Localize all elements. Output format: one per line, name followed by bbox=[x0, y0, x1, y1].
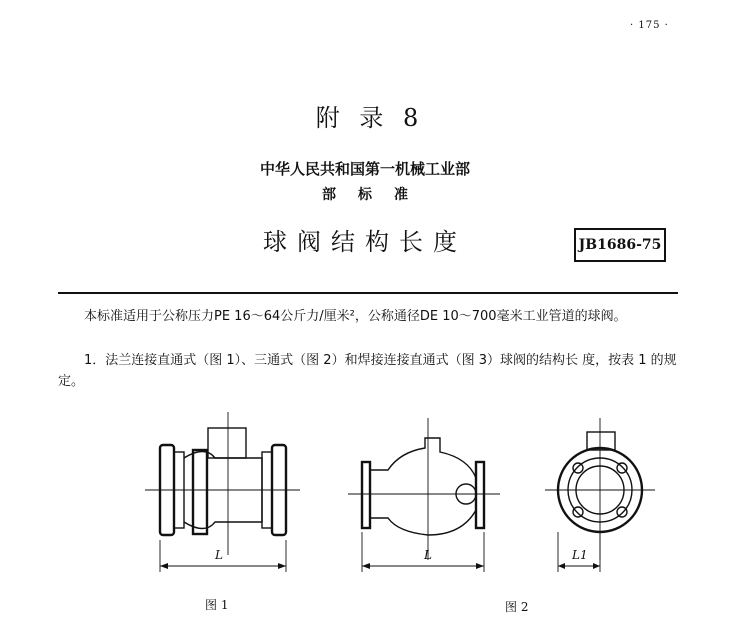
scope-paragraph: 本标准适用于公称压力PE 16～64公斤力/厘米²，公称通径DE 10～700毫米工业管道的球阀。 bbox=[84, 309, 627, 324]
figure-2-side-length-label: L1 bbox=[572, 548, 588, 562]
clause-1-paragraph: 1．法兰连接直通式（图 1）、三通式（图 2）和焊接连接直通式（图 3）球阀的结构长 度，按表 1 的规定。 bbox=[58, 353, 677, 389]
appendix-heading: 附 录 8 bbox=[315, 104, 425, 132]
figure-1-caption: 图 1 bbox=[205, 598, 229, 612]
standard-code: JB1686-75 bbox=[578, 237, 662, 253]
standard-type: 部标准 bbox=[322, 187, 430, 203]
page-number: · 175 · bbox=[630, 20, 669, 31]
figure-2-side-drawing bbox=[545, 418, 655, 572]
ministry-name: 中华人民共和国第一机械工业部 bbox=[259, 160, 470, 178]
figure-1-length-label: L bbox=[215, 548, 223, 562]
document-title: 球阀结构长度 bbox=[263, 228, 467, 256]
figure-2-caption: 图 2 bbox=[505, 600, 529, 614]
figure-2-length-label: L bbox=[424, 548, 432, 562]
